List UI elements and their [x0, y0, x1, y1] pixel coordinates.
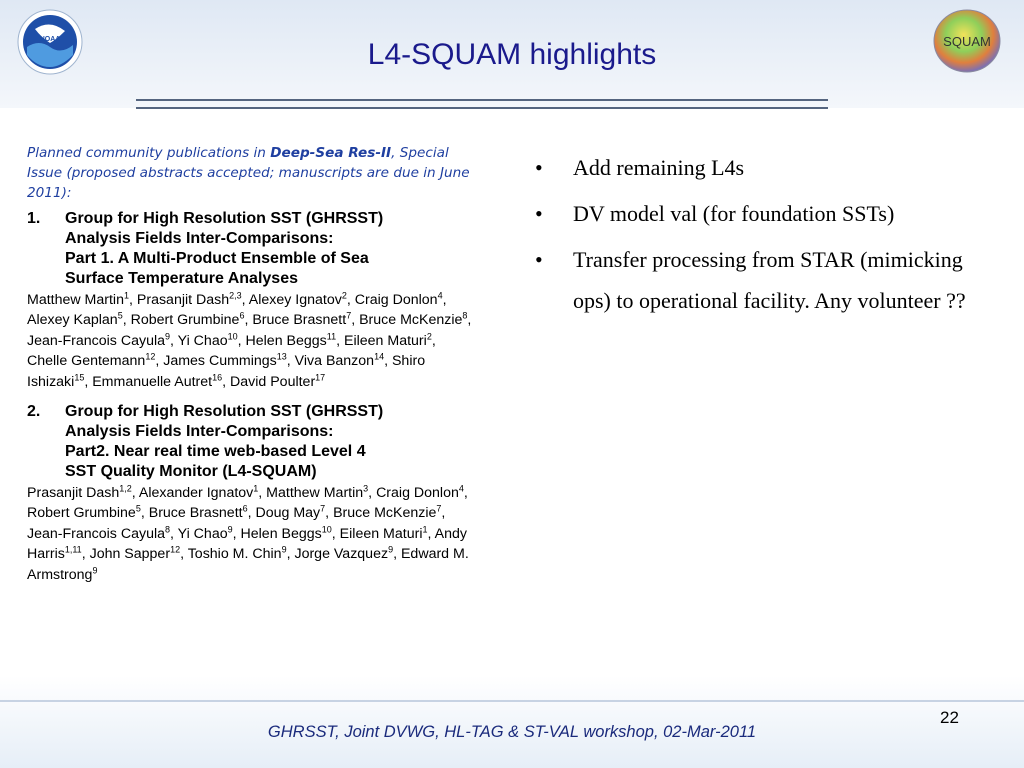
author-affiliation: 17 [315, 371, 326, 382]
author-affiliation: 14 [374, 351, 385, 362]
publication-title-line: Surface Temperature Analyses [65, 270, 298, 287]
author-name: Edward M. Armstrong [27, 546, 469, 583]
author-name: Alexey Ignatov [248, 292, 342, 308]
author-affiliation: 4 [458, 483, 464, 494]
author-name: Helen Beggs [245, 332, 327, 349]
publication-item [27, 209, 472, 392]
author-affiliation: 10 [227, 331, 238, 342]
author-name: Jorge Vazquez [294, 546, 389, 563]
author-name: Emmanuelle Autret [92, 373, 213, 390]
author-affiliation: 5 [117, 310, 123, 321]
title-divider [136, 99, 828, 109]
author-name: Bruce McKenzie [359, 312, 463, 329]
author-affiliation: 4 [437, 290, 443, 301]
bullet-icon: • [535, 201, 543, 226]
author-name: Alexander Ignatov [138, 485, 254, 502]
author-affiliation: 12 [170, 544, 181, 555]
author-name: Andy Harris [27, 525, 467, 563]
author-affiliation: 8 [462, 310, 468, 321]
highlight-item [535, 239, 1005, 321]
author-name: Yi Chao [177, 525, 228, 542]
publications-column [27, 143, 472, 595]
author-affiliation: 13 [276, 351, 287, 362]
highlight-text: DV model val (for foundation SSTs) [573, 201, 895, 226]
intro-journal: Deep-Sea Res-II [270, 145, 392, 161]
author-affiliation: 9 [165, 331, 171, 342]
author-name: Viva Banzon [294, 353, 375, 370]
publication-authors: Prasanjit Dash$^{1,2}$, Alexander Ignatov$^1$, Matthew Martin$^3$, Craig Donlon$^4$, Robert Grumbine$^5$, Bruce Brasnett$^6$, Doug May$^7$, Bruce McKenzie$^7$, Jean-Francois Cayula$^8$, Yi Chao$^9$, Helen Beggs$^{10}$, Eileen Maturi$^1$, Andy Harris$^{1,11}$, John Sapper$^{12}$, Toshio M. Chin$^9$, Jorge Vazquez$^9$, Edward M. Armstrong$^9$ [27, 483, 469, 583]
author-affiliation: 6 [242, 503, 248, 514]
author-name: Bruce Brasnett [252, 312, 347, 329]
bullet-icon: • [535, 155, 543, 180]
author-affiliation: 11 [326, 331, 337, 342]
author-name: Alexey Kaplan [27, 312, 118, 329]
author-name: Craig Donlon [354, 292, 438, 308]
author-name: Jean-Francois Cayula [27, 332, 165, 349]
author-name: Matthew Martin [266, 485, 364, 502]
footer-divider [0, 700, 1024, 702]
highlight-text: Transfer processing from STAR (mimicking ops) to operational facility. Any volunteer ?? [573, 247, 966, 313]
author-affiliation: 7 [346, 310, 352, 321]
publication-title-line: Analysis Fields Inter-Comparisons: [65, 230, 334, 247]
author-affiliation: 9 [92, 564, 98, 575]
noaa-logo-text: NOAA [39, 36, 61, 43]
author-name: Yi Chao [177, 332, 228, 349]
author-affiliation: 1 [422, 524, 428, 535]
bullet-icon: • [535, 247, 543, 272]
intro-prefix: Planned community publications in [27, 145, 271, 161]
author-affiliation: 1 [123, 290, 129, 301]
page-number: 22 [940, 708, 959, 727]
author-affiliation: 5 [135, 503, 141, 514]
author-affiliation: 12 [145, 351, 156, 362]
author-name: James Cummings [163, 353, 277, 370]
author-name: John Sapper [89, 546, 171, 563]
intro-suffix: , Special Issue (proposed abstracts accepted; manuscripts are due in June 2011): [27, 145, 470, 201]
publication-title [65, 402, 383, 482]
author-affiliation: 2 [341, 290, 347, 301]
publication-heading [27, 209, 472, 289]
publication-item [27, 402, 472, 585]
slide-title: L4-SQUAM highlights [367, 38, 657, 71]
author-name: Shiro Ishizaki [27, 353, 426, 390]
publication-title-line: Part2. Near real time web-based Level 4 [65, 443, 366, 461]
author-name: David Poulter [230, 373, 316, 390]
author-affiliation: 1,2 [119, 483, 132, 494]
author-name: Jean-Francois Cayula [27, 525, 165, 542]
footer-text: GHRSST, Joint DVWG, HL-TAG & ST-VAL workshop, 02-Mar-2011 [267, 723, 757, 741]
publication-list [27, 209, 472, 585]
squam-logo-text: SQUAM [943, 34, 991, 49]
author-affiliation: 9 [388, 544, 394, 555]
author-name: Eileen Maturi [339, 525, 423, 542]
author-affiliation: 1 [253, 483, 259, 494]
author-name: Eileen Maturi [344, 332, 427, 349]
author-name: Doug May [255, 505, 321, 522]
highlight-text: Add remaining L4s [573, 155, 745, 180]
author-affiliation: 9 [227, 524, 233, 535]
author-affiliation: 16 [212, 371, 223, 382]
author-affiliation: 7 [436, 503, 442, 514]
author-affiliation: 8 [165, 524, 171, 535]
highlight-item [535, 147, 1005, 188]
author-affiliation: 7 [320, 503, 326, 514]
highlights-list [535, 147, 1005, 326]
author-affiliation: 2,3 [229, 290, 242, 301]
publication-title-line: Group for High Resolution SST (GHRSST) [65, 403, 384, 421]
publication-number: 1. [27, 210, 41, 227]
publication-title-line: Group for High Resolution SST (GHRSST) [65, 210, 384, 227]
publication-authors: Matthew Martin$^1$, Prasanjit Dash$^{2,3}$, Alexey Ignatov$^2$, Craig Donlon$^4$, Alexey Kaplan$^5$, Robert Grumbine$^6$, Bruce Brasnett$^7$, Bruce McKenzie$^8$, Jean-Francois Cayula$^9$, Yi Chao$^{10}$, Helen Beggs$^{11}$, Eileen Maturi$^2$, Chelle Gentemann$^{12}$, James Cummings$^{13}$, Viva Banzon$^{14}$, Shiro Ishizaki$^{15}$, Emmanuelle Autret$^{16}$, David Poulter$^{17}$ [27, 290, 472, 390]
author-name: Matthew Martin [27, 292, 124, 308]
publication-number: 2. [27, 403, 41, 421]
author-name: Toshio M. Chin [187, 546, 282, 563]
author-affiliation: 15 [74, 371, 85, 382]
author-name: Prasanjit Dash [136, 292, 230, 308]
author-name: Robert Grumbine [27, 505, 136, 522]
author-name: Craig Donlon [376, 485, 459, 502]
author-affiliation: 9 [281, 544, 287, 555]
publications-intro [27, 143, 472, 203]
author-name: Bruce McKenzie [333, 505, 437, 522]
publication-title [65, 209, 383, 289]
highlight-item [535, 193, 1005, 234]
author-affiliation: 3 [363, 483, 369, 494]
author-affiliation: 1,11 [64, 544, 82, 555]
publication-title-line: Analysis Fields Inter-Comparisons: [65, 423, 334, 441]
author-name: Robert Grumbine [130, 312, 240, 329]
publication-title-line: SST Quality Monitor (L4-SQUAM) [65, 463, 317, 481]
author-name: Bruce Brasnett [148, 505, 243, 522]
publication-title-line: Part 1. A Multi-Product Ensemble of Sea [65, 250, 369, 267]
publication-heading [27, 402, 472, 482]
author-affiliation: 10 [321, 524, 332, 535]
author-affiliation: 2 [426, 331, 432, 342]
author-name: Prasanjit Dash [27, 485, 120, 502]
author-name: Chelle Gentemann [27, 353, 146, 370]
author-name: Helen Beggs [240, 525, 322, 542]
author-affiliation: 6 [239, 310, 245, 321]
